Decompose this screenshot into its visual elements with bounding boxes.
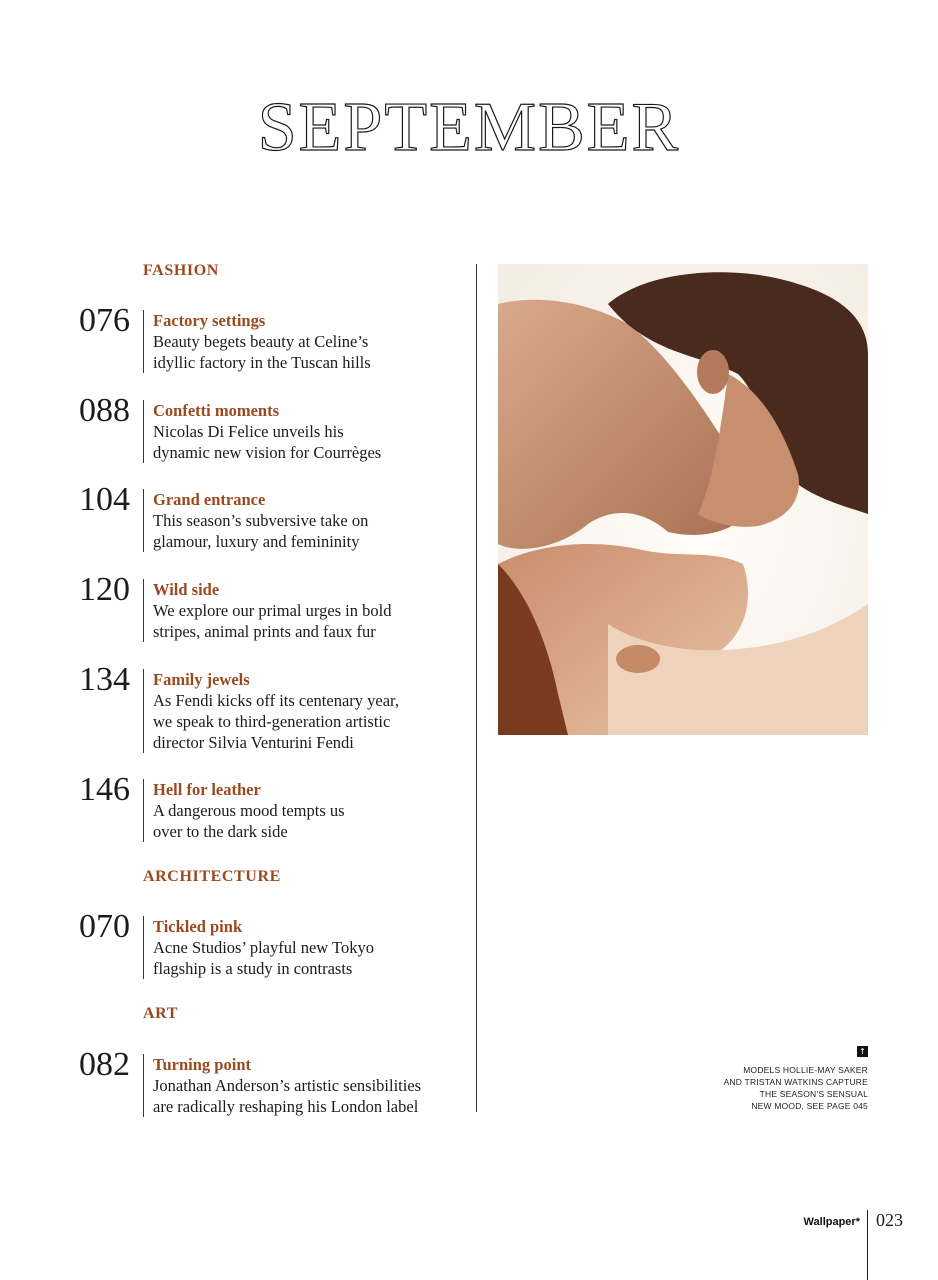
entry-headline[interactable]: Factory settings [153,311,266,330]
page-title: SEPTEMBER [257,89,681,166]
section-art: ART [143,1005,179,1022]
entry-page-number: 134 [79,661,130,698]
entry-headline[interactable]: Hell for leather [153,780,261,799]
entry-body [143,310,473,373]
entry-description: A dangerous mood tempts us over to the dark side [153,801,345,841]
caption-line: AND TRISTAN WATKINS CAPTURE [723,1077,868,1087]
entry-body [143,579,473,642]
entry-headline[interactable]: Turning point [153,1055,251,1074]
entry-headline[interactable]: Wild side [153,580,220,599]
entry-description: Nicolas Di Felice unveils his dynamic new vision for Courrèges [153,422,382,462]
entry-page-number: 146 [79,771,130,808]
entry-body [143,779,473,842]
entry-description: We explore our primal urges in bold stripes, animal prints and faux fur [153,601,392,641]
entry-description: Acne Studios’ playful new Tokyo flagship is a study in contrasts [153,938,374,978]
entry-headline[interactable]: Confetti moments [153,401,280,420]
caption-line: THE SEASON’S SENSUAL [759,1089,868,1099]
entry-page-number: 082 [79,1046,130,1083]
section-architecture: ARCHITECTURE [143,868,281,885]
entry-headline[interactable]: Family jewels [153,670,250,689]
entry-description: This season’s subversive take on glamour, luxury and femininity [153,511,369,551]
entry-headline[interactable]: Tickled pink [153,917,243,936]
entry-page-number: 070 [79,908,130,945]
caption-line: NEW MOOD, SEE PAGE 045 [751,1101,868,1111]
page-number: 023 [876,1210,903,1230]
section-fashion: FASHION [143,262,219,279]
entry-description: Jonathan Anderson’s artistic sensibilities are radically reshaping his London label [153,1076,422,1116]
arrow-up-icon: ↑ [857,1046,868,1057]
footer-divider [867,1210,868,1280]
entry-body [143,916,473,979]
entry-page-number: 104 [79,481,130,518]
entry-page-number: 088 [79,392,130,429]
caption-line: MODELS HOLLIE-MAY SAKER [743,1065,868,1075]
brand-logo: Wallpaper* [803,1216,860,1228]
photo-caption [648,1064,868,1112]
entry-body [143,1054,473,1117]
entry-description: Beauty begets beauty at Celine’s idyllic factory in the Tuscan hills [153,332,371,372]
models-photo-illustration [498,264,868,735]
entry-page-number: 120 [79,571,130,608]
column-divider [476,264,477,1112]
entry-description: As Fendi kicks off its centenary year, we speak to third-generation artistic director Silvia Venturini Fendi [153,691,400,752]
cover-photo [498,264,868,735]
entry-headline[interactable]: Grand entrance [153,490,266,509]
entry-page-number: 076 [79,302,130,339]
entry-body [143,400,473,463]
entry-body [143,489,473,552]
entry-body [143,669,473,753]
